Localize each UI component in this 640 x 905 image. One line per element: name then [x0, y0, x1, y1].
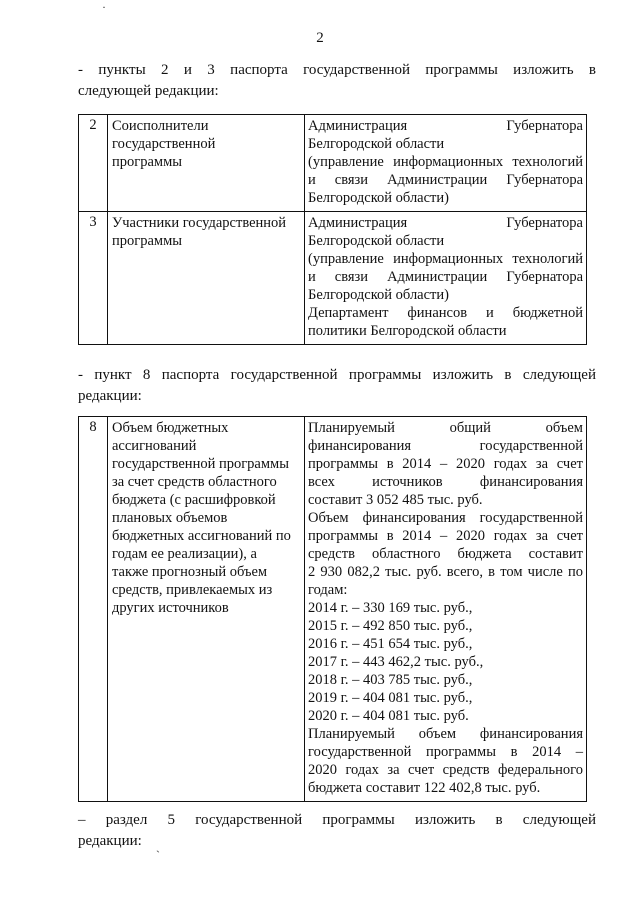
cell-line: 2014 г. – 330 169 тыс. руб., — [308, 600, 473, 616]
cell-line: Белгородской области — [308, 136, 445, 152]
cell-line: 2020 годах за счет средств федерального — [308, 762, 583, 778]
paragraph-line: - пункты 2 и 3 паспорта государственной программы изложить в — [78, 62, 596, 78]
cell-line: также прогнозный объем — [112, 564, 268, 580]
row-number: 3 — [79, 212, 108, 345]
cell-line: программы — [112, 154, 182, 170]
cell-line: государственной программы — [112, 456, 289, 472]
cell-line: бюджета (с расшифровкой — [112, 492, 276, 508]
cell-line: программы в 2014 – 2020 годах за счет — [308, 528, 583, 544]
cell-line: годам: — [308, 582, 348, 598]
paragraph-items-2-3 — [78, 60, 596, 102]
cell-line: 2017 г. – 443 462,2 тыс. руб., — [308, 654, 484, 670]
paragraph-section-5 — [78, 810, 596, 852]
cell-line: плановых объемов — [112, 510, 228, 526]
cell-line: государственной — [112, 136, 216, 152]
row-value — [305, 115, 587, 212]
cell-line: бюджета составит 122 402,8 тыс. руб. — [308, 780, 541, 796]
table-row — [79, 417, 587, 802]
scan-mark-top: · — [102, 0, 106, 14]
cell-line: средств, привлекаемых из — [112, 582, 273, 598]
cell-line: 2 930 082,2 тыс. руб. всего, в том числе по — [308, 564, 583, 580]
cell-line: программы в 2014 – 2020 годах за счет — [308, 456, 583, 472]
cell-line: финансирования государственной — [308, 438, 583, 454]
cell-line: Белгородской области — [308, 233, 445, 249]
cell-line: программы — [112, 233, 182, 249]
cell-line: 2020 г. – 404 081 тыс. руб. — [308, 708, 469, 724]
scan-mark-bottom: ` — [156, 848, 160, 862]
cell-line: политики Белгородской области — [308, 323, 507, 339]
row-value — [305, 212, 587, 345]
cell-line: Белгородской области) — [308, 190, 449, 206]
cell-line: составит 3 052 485 тыс. руб. — [308, 492, 483, 508]
passport-table-1 — [78, 114, 587, 345]
row-value — [305, 417, 587, 802]
cell-line: 2019 г. – 404 081 тыс. руб., — [308, 690, 473, 706]
cell-line: государственной программы в 2014 – — [308, 744, 583, 760]
cell-line: и связи Администрации Губернатора — [308, 172, 583, 188]
cell-line: (управление информационных технологий — [308, 251, 583, 267]
cell-line: ассигнований — [112, 438, 197, 454]
cell-line: Белгородской области) — [308, 287, 449, 303]
cell-line: (управление информационных технологий — [308, 154, 583, 170]
paragraph-line: – раздел 5 государственной программы изложить в следующей — [78, 812, 596, 828]
paragraph-line: - пункт 8 паспорта государственной программы изложить в следующей — [78, 367, 596, 383]
cell-line: Планируемый объем финансирования — [308, 726, 583, 742]
row-label — [108, 115, 305, 212]
cell-line: бюджетных ассигнований по — [112, 528, 291, 544]
row-label — [108, 417, 305, 802]
paragraph-line: редакции: — [78, 833, 142, 849]
row-number: 2 — [79, 115, 108, 212]
cell-line: годам ее реализации), а — [112, 546, 257, 562]
cell-line: Планируемый общий объем — [308, 420, 583, 436]
cell-line: и связи Администрации Губернатора — [308, 269, 583, 285]
row-label — [108, 212, 305, 345]
passport-table-2 — [78, 416, 587, 802]
row-number: 8 — [79, 417, 108, 802]
cell-line: 2015 г. – 492 850 тыс. руб., — [308, 618, 473, 634]
cell-line: всех источников финансирования — [308, 474, 583, 490]
paragraph-item-8 — [78, 365, 596, 407]
table-row — [79, 212, 587, 345]
cell-line: Соисполнители — [112, 118, 209, 134]
cell-line: Администрация Губернатора — [308, 118, 583, 134]
cell-line: Объем финансирования государственной — [308, 510, 583, 526]
cell-line: 2018 г. – 403 785 тыс. руб., — [308, 672, 473, 688]
cell-line: 2016 г. – 451 654 тыс. руб., — [308, 636, 473, 652]
cell-line: других источников — [112, 600, 229, 616]
cell-line: Участники государственной — [112, 215, 287, 231]
cell-line: средств областного бюджета составит — [308, 546, 583, 562]
cell-line: Объем бюджетных — [112, 420, 229, 436]
cell-line: Департамент финансов и бюджетной — [308, 305, 583, 321]
paragraph-line: следующей редакции: — [78, 83, 219, 99]
table-row — [79, 115, 587, 212]
page-number: 2 — [316, 30, 324, 46]
cell-line: за счет средств областного — [112, 474, 277, 490]
paragraph-line: редакции: — [78, 388, 142, 404]
cell-line: Администрация Губернатора — [308, 215, 583, 231]
